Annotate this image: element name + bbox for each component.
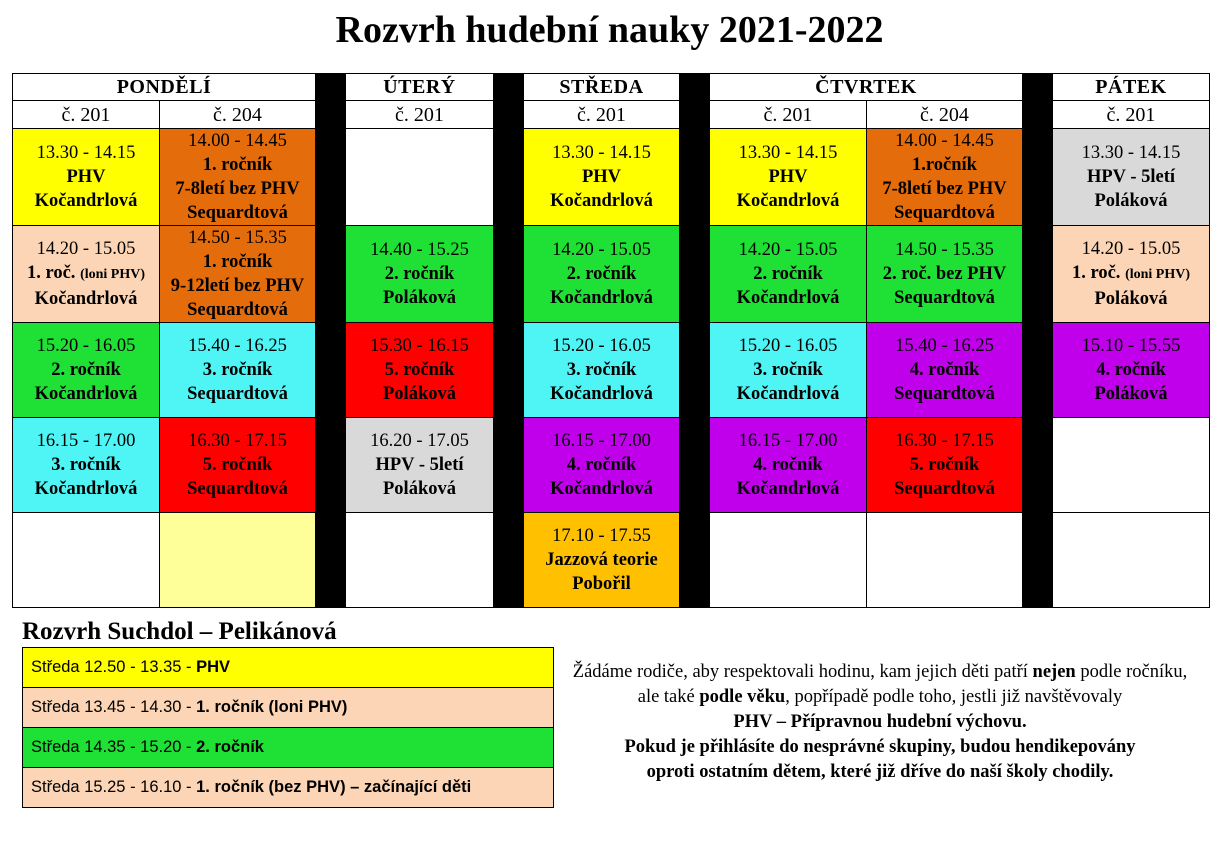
lesson-teacher: Kočandrlová [34,289,138,309]
lesson-group [867,262,1022,286]
lesson-teacher: Kočandrlová [550,384,653,404]
lesson-cell [524,226,680,323]
lesson-group [1053,358,1209,382]
lesson-time: 13.30 - 14.15 [1081,143,1181,163]
notice-emphasis: nejen [1032,662,1076,682]
suchdol-time: Středa 14.35 - 15.20 - [31,738,197,756]
lesson-group-label: 5. ročník [384,360,455,380]
lesson-group-label: PHV [768,167,808,187]
lesson-teacher: Poláková [1094,289,1168,309]
lesson-teacher: Poláková [1094,384,1168,404]
lesson-time: 13.30 - 14.15 [552,143,651,163]
lesson-cell [160,129,316,226]
lesson-cell [13,323,160,418]
lesson-time: 15.20 - 16.05 [36,336,136,356]
lesson-teacher: Poláková [383,384,456,404]
lesson-group [1053,261,1209,287]
day-separator [1023,74,1053,608]
day-wednesday: STŘEDA [524,74,680,101]
day-separator [316,74,346,608]
lesson-teacher: Sequardtová [187,479,288,499]
empty-cell [346,513,494,608]
lesson-teacher: Pobořil [572,574,631,594]
lesson-group-label: 4. ročník [753,455,823,475]
room-201: č. 201 [710,101,867,129]
lesson-cell [710,323,867,418]
lesson-group [867,453,1022,477]
empty-cell [13,513,160,608]
lesson-time: 16.20 - 17.05 [370,431,469,451]
lesson-group-label: 5. ročník [202,455,273,475]
suchdol-group: 2. ročník [196,738,264,756]
lesson-time: 15.10 - 15.55 [1081,336,1181,356]
lesson-cell [1053,323,1210,418]
suchdol-title: Rozvrh Suchdol – Pelikánová [22,618,337,645]
lesson-cell [346,226,494,323]
lesson-group-label: 3. ročník [566,360,637,380]
lesson-group-label: 4. ročník [909,360,980,380]
lesson-cell [13,226,160,323]
lesson-cell [1053,129,1210,226]
suchdol-group: 1. ročník (loni PHV) [196,698,348,716]
lesson-time: 16.30 - 17.15 [188,431,287,451]
lesson-teacher: Poláková [383,479,456,499]
lesson-time: 15.30 - 16.15 [370,336,469,356]
suchdol-cell [23,688,554,728]
room-201: č. 201 [13,101,160,129]
lesson-cell [346,323,494,418]
lesson-group-label: 2. ročník [566,264,637,284]
lesson-teacher: Kočandrlová [736,479,840,499]
lesson-teacher: Sequardtová [894,203,995,223]
room-201: č. 201 [346,101,494,129]
lesson-teacher: Poláková [1094,191,1168,211]
lesson-detail: 7-8letí bez PHV [882,179,1007,199]
lesson-group-label: HPV - 5letí [375,455,464,475]
lesson-detail: 9-12letí bez PHV [170,276,305,296]
lesson-group [524,358,679,382]
lesson-teacher: Sequardtová [894,288,995,308]
lesson-group-note: (loni PHV) [1125,267,1191,282]
lesson-time: 14.20 - 15.05 [738,240,838,260]
lesson-group-label: 1. roč. [26,263,76,283]
lesson-group [867,153,1022,177]
lesson-teacher: Sequardtová [894,479,995,499]
lesson-group [346,358,493,382]
suchdol-time: Středa 15.25 - 16.10 - [31,778,197,796]
lesson-group [524,262,679,286]
suchdol-table [22,647,554,808]
lesson-time: 17.10 - 17.55 [552,526,651,546]
lesson-cell [710,418,867,513]
lesson-group-label: 3. ročník [753,360,823,380]
lesson-group [524,165,679,189]
lesson-group-label: 2. roč. bez PHV [882,264,1007,284]
lesson-time: 16.15 - 17.00 [36,431,136,451]
lesson-cell [710,129,867,226]
empty-cell [867,513,1023,608]
notice-text: podle ročníku, ale také [637,662,1188,707]
lesson-group-label: 1.ročník [912,155,977,175]
lesson-group-label: Jazzová teorie [545,550,658,570]
notice-text: , popřípadě podle toho, jestli již navštěvovaly [785,687,1123,707]
lesson-group-label: 5. ročník [909,455,980,475]
lesson-group-label: 3. ročník [51,455,121,475]
suchdol-cell [23,648,554,688]
lesson-teacher: Sequardtová [187,300,288,320]
lesson-cell [524,323,680,418]
lesson-group [160,453,315,477]
lesson-group [13,358,159,382]
lesson-time: 13.30 - 14.15 [738,143,838,163]
lesson-group-note: (loni PHV) [80,267,146,282]
empty-cell [346,129,494,226]
room-201: č. 201 [524,101,680,129]
lesson-group [13,165,159,189]
lesson-teacher: Sequardtová [894,384,995,404]
lesson-time: 15.40 - 16.25 [895,336,994,356]
lesson-group-label: 2. ročník [51,360,121,380]
lesson-group [160,153,315,177]
day-monday: PONDĚLÍ [13,74,316,101]
suchdol-row [23,688,554,728]
lesson-group [867,358,1022,382]
day-separator [680,74,710,608]
lesson-teacher: Kočandrlová [34,479,138,499]
notice-paragraph [560,660,1200,710]
lesson-teacher: Kočandrlová [550,479,653,499]
empty-cell [710,513,867,608]
empty-cell [1053,513,1210,608]
lesson-detail: 7-8letí bez PHV [175,179,300,199]
day-header-row [13,74,1210,101]
lesson-teacher: Kočandrlová [736,191,840,211]
page-title: Rozvrh hudební nauky 2021-2022 [335,9,884,51]
lesson-cell [524,418,680,513]
suchdol-cell [23,768,554,808]
suchdol-time: Středa 13.45 - 14.30 - [31,698,197,716]
suchdol-row [23,728,554,768]
lesson-cell [524,513,680,608]
lesson-group-label: 4. ročník [1096,360,1166,380]
notice-warning-1: Pokud je přihlásíte do nesprávné skupiny, budou hendikepovány [624,737,1136,757]
lesson-time: 13.30 - 14.15 [36,143,136,163]
lesson-group [346,453,493,477]
notice-emphasis: podle věku [699,687,786,707]
lesson-cell [710,226,867,323]
lesson-time: 14.20 - 15.05 [552,240,651,260]
lesson-group-label: 1. ročník [202,155,273,175]
lesson-cell [867,226,1023,323]
schedule-table [12,73,1210,608]
lesson-teacher: Sequardtová [187,203,288,223]
lesson-teacher: Kočandrlová [736,288,840,308]
lesson-group-label: 4. ročník [566,455,637,475]
lesson-group [346,262,493,286]
lesson-time: 14.50 - 15.35 [188,228,287,248]
lesson-time: 15.20 - 16.05 [738,336,838,356]
lesson-teacher: Kočandrlová [736,384,840,404]
day-tuesday: ÚTERÝ [346,74,494,101]
lesson-time: 15.20 - 16.05 [552,336,651,356]
lesson-cell [13,418,160,513]
lesson-group [710,262,866,286]
room-204: č. 204 [160,101,316,129]
suchdol-time: Středa 12.50 - 13.35 - [31,658,197,676]
lesson-group [13,453,159,477]
lesson-group-label: PHV [66,167,106,187]
suchdol-row [23,648,554,688]
lesson-group [160,250,315,274]
lesson-time: 15.40 - 16.25 [188,336,287,356]
lesson-group [13,261,159,287]
lesson-time: 14.40 - 15.25 [370,240,469,260]
lesson-group-label: 1. ročník [202,252,273,272]
notice-warning-2: oproti ostatním dětem, které již dříve do naší školy chodily. [646,762,1114,782]
lesson-teacher: Kočandrlová [34,384,138,404]
suchdol-cell [23,728,554,768]
lesson-time: 16.15 - 17.00 [738,431,838,451]
suchdol-group: 1. ročník (bez PHV) – začínající děti [196,778,472,796]
notice-phv-line: PHV – Přípravnou hudební výchovu. [733,712,1027,732]
lesson-cell [867,129,1023,226]
lesson-group [524,548,679,572]
lesson-group-label: PHV [581,167,622,187]
day-separator [494,74,524,608]
lesson-cell [524,129,680,226]
lesson-time: 14.00 - 14.45 [895,131,994,151]
lesson-group [1053,165,1209,189]
lesson-cell [867,323,1023,418]
lesson-teacher: Sequardtová [187,384,288,404]
lesson-cell [160,323,316,418]
parent-notice [560,660,1200,785]
room-204: č. 204 [867,101,1023,129]
day-thursday: ČTVRTEK [710,74,1023,101]
lesson-teacher: Kočandrlová [550,191,653,211]
lesson-group-label: 2. ročník [384,264,455,284]
lesson-cell [1053,226,1210,323]
lesson-group-label: HPV - 5letí [1086,167,1176,187]
lesson-time: 14.20 - 15.05 [1081,239,1181,259]
lesson-group-label: 3. ročník [202,360,273,380]
lesson-group-label: 2. ročník [753,264,823,284]
lesson-teacher: Kočandrlová [34,191,138,211]
lesson-teacher: Poláková [383,288,456,308]
lesson-cell [13,129,160,226]
lesson-cell [160,226,316,323]
empty-cell [1053,418,1210,513]
lesson-cell [160,418,316,513]
empty-cell [160,513,316,608]
notice-text: Žádáme rodiče, aby respektovali hodinu, kam jejich děti patří [572,662,1033,682]
lesson-group [710,453,866,477]
lesson-time: 16.30 - 17.15 [895,431,994,451]
lesson-time: 14.50 - 15.35 [895,240,994,260]
day-friday: PÁTEK [1053,74,1210,101]
lesson-group [524,453,679,477]
lesson-group [710,358,866,382]
lesson-group [160,358,315,382]
lesson-group [710,165,866,189]
lesson-cell [867,418,1023,513]
lesson-cell [346,418,494,513]
suchdol-row [23,768,554,808]
lesson-time: 14.20 - 15.05 [36,239,136,259]
room-201: č. 201 [1053,101,1210,129]
suchdol-group: PHV [196,658,231,676]
lesson-time: 16.15 - 17.00 [552,431,651,451]
lesson-teacher: Kočandrlová [550,288,653,308]
lesson-group-label: 1. roč. [1071,263,1121,283]
lesson-time: 14.00 - 14.45 [188,131,287,151]
